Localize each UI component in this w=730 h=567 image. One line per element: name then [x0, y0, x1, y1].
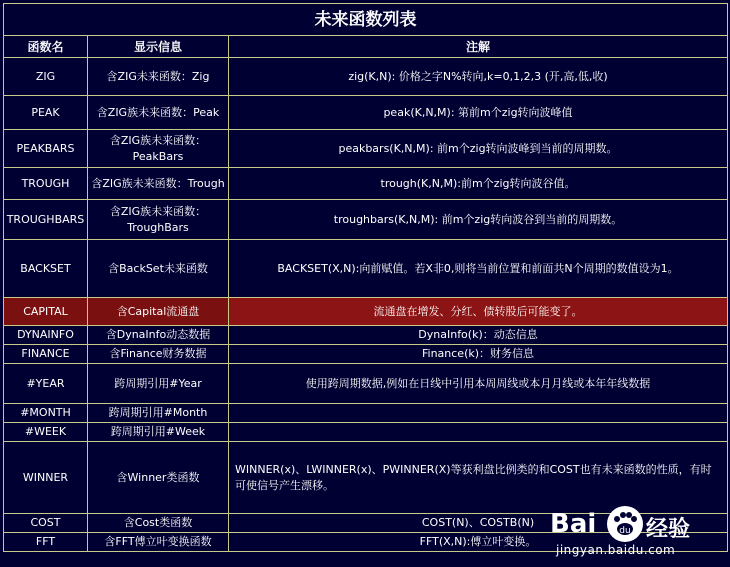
watermark-url: jingyan.baidu.com	[556, 543, 676, 557]
table-row	[4, 326, 728, 345]
baidu-jingyan-watermark	[550, 503, 716, 565]
func-info: 含ZIG族未来函数：Trough	[88, 168, 229, 200]
func-info: 含ZIG族未来函数：PeakBars	[88, 130, 229, 168]
func-note: FFT(X,N):傅立叶变换。	[229, 533, 728, 552]
func-name: ZIG	[4, 58, 88, 96]
func-name: FINANCE	[4, 345, 88, 364]
table-row	[4, 364, 728, 404]
func-name: COST	[4, 514, 88, 533]
func-note: 使用跨周期数据,例如在日线中引用本周周线或本月月线或本年年线数据	[229, 364, 728, 404]
func-name: PEAK	[4, 96, 88, 130]
func-name: PEAKBARS	[4, 130, 88, 168]
func-info: 跨周期引用#Year	[88, 364, 229, 404]
func-info: 含Capital流通盘	[88, 298, 229, 326]
table-row	[4, 200, 728, 240]
table-row	[4, 96, 728, 130]
header-row	[4, 36, 728, 58]
func-name: #WEEK	[4, 423, 88, 442]
future-functions-table	[3, 3, 728, 552]
func-info: 含ZIG族未来函数：TroughBars	[88, 200, 229, 240]
func-name: #MONTH	[4, 404, 88, 423]
svg-text:du: du	[619, 526, 631, 536]
func-note: peakbars(K,N,M): 前m个zig转向波峰到当前的周期数。	[229, 130, 728, 168]
func-note: BACKSET(X,N):向前赋值。若X非0,则将当前位置和前面共N个周期的数值设为1。	[229, 240, 728, 298]
func-note: WINNER(x)、LWINNER(x)、PWINNER(X)等获利盘比例类的和COST也有未来函数的性质，有时可使信号产生漂移。	[229, 442, 728, 514]
func-info: 含Winner类函数	[88, 442, 229, 514]
watermark-brand: Bai	[550, 509, 597, 539]
func-info: 含BackSet未来函数	[88, 240, 229, 298]
func-info: 含DynaInfo动态数据	[88, 326, 229, 345]
paw-icon	[606, 505, 644, 543]
func-note: zig(K,N): 价格之字N%转向,k=0,1,2,3 (开,高,低,收)	[229, 58, 728, 96]
header-name: 函数名	[4, 36, 88, 58]
func-name: TROUGHBARS	[4, 200, 88, 240]
header-note: 注解	[229, 36, 728, 58]
table-row	[4, 58, 728, 96]
func-info: 跨周期引用#Week	[88, 423, 229, 442]
func-info: 含Finance财务数据	[88, 345, 229, 364]
func-note: DynaInfo(k)：动态信息	[229, 326, 728, 345]
func-note: Finance(k)：财务信息	[229, 345, 728, 364]
func-info: 含ZIG未来函数：Zig	[88, 58, 229, 96]
func-info: 含ZIG族未来函数：Peak	[88, 96, 229, 130]
func-note	[229, 423, 728, 442]
func-name: CAPITAL	[4, 298, 88, 326]
func-name: WINNER	[4, 442, 88, 514]
func-name: DYNAINFO	[4, 326, 88, 345]
func-note: troughbars(K,N,M): 前m个zig转向波谷到当前的周期数。	[229, 200, 728, 240]
table-row	[4, 168, 728, 200]
table-row-highlighted	[4, 298, 728, 326]
table-title: 未来函数列表	[4, 4, 728, 36]
func-name: #YEAR	[4, 364, 88, 404]
table-row	[4, 345, 728, 364]
watermark-product: 经验	[646, 517, 691, 542]
header-info: 显示信息	[88, 36, 229, 58]
func-name: TROUGH	[4, 168, 88, 200]
func-note	[229, 404, 728, 423]
table-row	[4, 240, 728, 298]
table-row	[4, 404, 728, 423]
table-row	[4, 130, 728, 168]
func-info: 含Cost类函数	[88, 514, 229, 533]
func-info: 跨周期引用#Month	[88, 404, 229, 423]
func-name: BACKSET	[4, 240, 88, 298]
func-note: peak(K,N,M): 第前m个zig转向波峰值	[229, 96, 728, 130]
title-row	[4, 4, 728, 36]
func-note: COST(N)、COSTB(N)	[229, 514, 728, 533]
func-note: 流通盘在增发、分红、债转股后可能变了。	[229, 298, 728, 326]
func-info: 含FFT傅立叶变换函数	[88, 533, 229, 552]
func-name: FFT	[4, 533, 88, 552]
table-row	[4, 423, 728, 442]
func-note: trough(K,N,M):前m个zig转向波谷值。	[229, 168, 728, 200]
